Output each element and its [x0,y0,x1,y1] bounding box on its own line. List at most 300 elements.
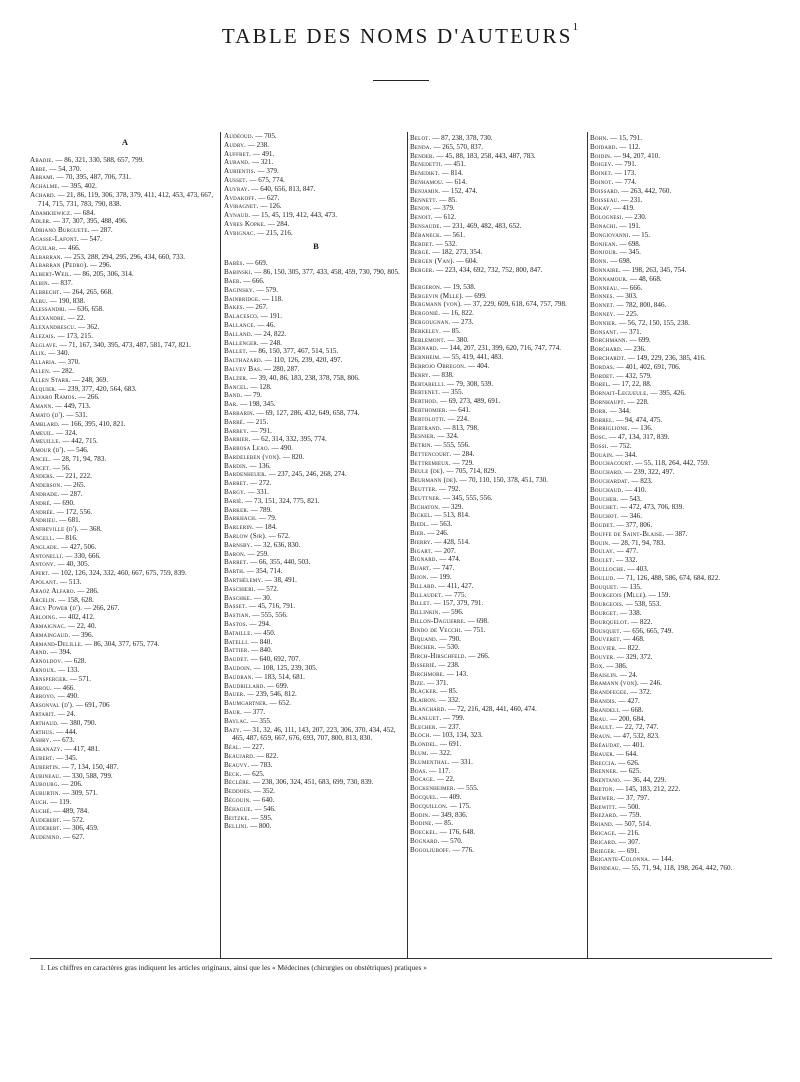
index-entry [30,253,220,262]
index-entry [590,204,772,213]
page-references: — 152, 474. [440,186,478,195]
index-entry [30,666,220,675]
index-entry [590,679,772,688]
page-references: — 136. [629,424,653,433]
page-references: — 669. [244,259,268,268]
index-entry [590,134,772,143]
author-name: Bergougnan. [410,317,451,326]
page-references: — 477. [614,547,639,556]
index-entry [590,556,772,565]
index-entry [30,393,220,402]
page-references: — 56. [51,463,71,472]
page-references: — 546. [65,446,89,455]
page-references: — 112. [617,142,641,151]
author-name: Beurmann (de). [410,476,458,485]
author-name: Benhamou. [410,177,444,186]
page-references: — 66, 355, 440, 503. [248,558,311,567]
author-name: Brandfegee. [590,688,629,697]
author-name: Aybignac. [224,228,256,237]
page-references: — 555, 556. [432,441,470,450]
page-references: — 248. [258,338,282,347]
author-name: Breton. [590,784,615,793]
index-entry [224,673,408,682]
index-entry [224,453,408,462]
index-entry [30,165,220,174]
author-name: Apolant. [30,578,59,587]
index-entry [224,708,408,717]
author-name: Benda. [410,142,432,151]
page-references: — 813, 798. [441,423,479,432]
author-name: Bernheim. [410,353,442,362]
page-references: — 776. [450,845,474,854]
index-entry [224,185,408,194]
index-entry [224,158,408,167]
index-entry [410,283,588,292]
page-references: — 395, 402. [59,182,97,191]
page-references: — 259. [245,549,269,558]
author-name: Alexandrescu. [30,322,77,331]
index-entry [410,828,588,837]
page-references: — 513, 814. [432,511,470,520]
index-entry [590,697,772,706]
page-references: — 401. [621,740,645,749]
page-references: — 370. [56,358,80,367]
page-references: — 822. [629,617,653,626]
index-entry [30,719,220,728]
author-name: Box. [590,661,605,670]
index-entry [590,169,772,178]
index-entry [30,613,220,622]
page-references: — 345. [54,753,78,762]
page-references: — 491. [251,149,275,158]
author-name: Aubertin. [30,762,61,771]
index-entry [410,476,588,485]
author-name: Alix. [30,349,47,358]
page-references: — 22, 40. [66,622,97,631]
author-name: Benoit. [410,213,433,222]
author-name: Barkhach. [224,514,258,523]
author-name: Bargy. [224,488,246,497]
author-name: Aurientis. [224,167,256,176]
author-name: Barnsby. [224,540,253,549]
page-references: — 404. [466,361,490,370]
index-entry [224,365,408,374]
page-references: — 411, 427. [436,581,474,590]
page-references: — 450. [252,628,276,637]
author-name: Aubert. [30,753,55,762]
author-name: Bossi. [590,441,609,450]
page-references: — 199. [428,573,452,582]
index-entry [410,424,588,433]
page-references: — 432, 579. [614,371,652,380]
page-references: — 500. [617,802,641,811]
author-name: Biquand. [410,634,438,643]
page-references: — 223, 434, 692, 732, 752, 800, 847. [434,265,543,274]
page-references: — 118. [260,294,283,303]
index-entry [590,310,772,319]
page-references: — 538, 553. [623,600,662,609]
author-name: Boeckel. [410,828,438,837]
page-references: — 699. [265,681,289,690]
index-entry [590,838,772,847]
index-entry [224,743,408,752]
page-references: — 822. [255,751,279,760]
page-references: — 331. [245,488,269,497]
spacer [410,275,588,283]
page-references: — 46. [255,320,276,329]
page-references: — 15. [630,230,650,239]
index-entry [590,160,772,169]
index-entry [410,380,588,389]
author-name: Bogoljuboff. [410,845,451,854]
page-references: — 149, 229, 236, 385, 416. [626,353,706,362]
author-name: Bourget. [590,609,619,618]
index-entry [410,731,588,740]
author-name: Besnier. [410,432,436,441]
author-name: Arroyo. [30,692,56,701]
author-name: Boissard. [590,186,620,195]
page-references: — 427. [616,697,640,705]
author-name: Bonachi. [590,221,618,230]
author-name: Bichaton. [410,502,441,511]
page-references: — 729. [450,458,474,467]
page-references: — 747. [431,564,455,573]
page-references: — 24. [55,710,76,718]
index-entry [224,805,408,814]
index-entry [30,349,220,358]
author-name: Benedetti. [410,160,443,169]
index-entry [590,855,772,864]
index-entry [224,488,408,497]
index-entry [590,732,772,741]
index-entry [410,213,588,222]
index-entry [410,309,588,318]
page-references: — 466. [52,683,76,692]
page-references: — 840. [249,646,273,655]
index-entry [30,745,220,754]
index-entry [590,407,772,416]
index-entry [590,767,772,776]
page-references: — 184. [253,523,278,532]
index-entry [30,710,220,719]
index-entry [590,803,772,812]
page-references: — 791. [613,160,637,169]
author-name: Bijon. [410,573,429,582]
index-entry [590,653,772,662]
author-name: Berthod. [410,397,439,406]
index-entry [410,626,588,635]
author-name: Bainbridge. [224,294,261,303]
author-name: Babinski. [224,268,253,277]
page-references: — 47, 532, 823. [611,732,660,741]
page-references: — 427, 506. [59,542,97,551]
index-entry [30,499,220,508]
page-references: — 489, 784. [51,806,89,815]
author-name: Beule (de). [410,467,445,476]
author-name: Arthus. [30,727,55,736]
index-entry [224,699,408,708]
index-entry [224,523,408,532]
page-references: — 238. [246,140,270,149]
page-references: — 286. [75,586,99,595]
page-references: — 15, 791. [608,134,643,142]
page-references: — 224. [445,414,469,423]
page-references: — 24, 822. [252,329,287,338]
index-entry [224,286,408,295]
author-name: Audebert. [30,815,62,824]
index-entry [590,776,772,785]
author-name: Bignard. [410,555,438,564]
page-references: — 103, 134, 323. [431,731,483,740]
author-name: Bourgeois. [590,600,624,609]
page-references: — 656, 665, 749. [621,626,674,635]
page-references: — 531. [64,410,88,419]
index-entry [410,204,588,213]
author-name: Amour (d'). [30,446,66,455]
page-references: — 379. [255,167,279,176]
author-name: Brau. [590,714,609,723]
page-references: — 206. [59,780,83,789]
page-references: — 136. [247,461,271,470]
page-references: — 200, 684. [608,714,646,723]
index-entry [30,288,220,297]
page-references: — 117. [427,766,451,775]
index-entry [590,213,772,222]
author-name: Albarran (Pedro). [30,261,89,270]
index-entry [590,750,772,759]
index-entry [30,464,220,473]
author-name: Boulloche. [590,565,626,574]
index-entry [410,617,588,626]
index-entry [590,240,772,249]
page-references: — 691. [438,740,462,749]
index-entry [30,305,220,314]
index-entry [30,297,220,306]
author-name: Balvey Bas. [224,364,263,373]
author-name: Bijart. [410,564,432,573]
author-name: Bisserié. [410,661,437,670]
author-name: Bergen (Van). [410,257,455,266]
index-entry [224,277,408,286]
page-references: — 681. [57,516,81,525]
author-name: Baginsky. [224,285,255,294]
page-references: — 159. [647,591,671,600]
author-name: Bergevin (Mlle). [410,291,464,300]
index-entry [410,819,588,828]
page-references: — 532. [434,239,458,248]
index-entry [590,459,772,468]
page-references: — 409. [438,792,462,801]
index-entry [590,292,772,301]
author-name: Bocquillon. [410,801,448,810]
footnote-rule [30,958,772,959]
page-references: — 231, 469, 482, 483, 652. [441,221,522,230]
author-name: Béclère. [224,778,251,787]
index-entry [590,565,772,574]
column-divider [220,132,221,958]
page-references: — 85. [438,687,458,696]
index-entry [30,261,220,270]
index-entry [30,323,220,332]
index-entry [30,640,220,649]
index-entry [410,767,588,776]
page-references: — 246. [638,679,662,688]
page-references: — 309, 571. [60,789,98,798]
index-entry [30,358,220,367]
page-references: — 345. [617,248,641,257]
author-name: Blacker. [410,687,439,696]
page-references: — 699. [463,291,487,300]
page-references: — 94, 207, 410. [612,151,660,160]
page-references: — 396. [70,630,94,639]
page-references: — 119. [48,797,72,806]
page-references: — 183, 514, 681. [253,672,305,681]
author-name: Blanluet. [410,713,442,722]
page-references: — 672. [266,532,290,541]
index-entry [410,494,588,503]
index-entry [590,354,772,363]
page-references: — 215. [245,417,269,426]
index-entry [410,300,588,309]
page-references: — 143. [444,669,468,678]
page-references: — 266. [466,652,490,661]
index-entry [30,569,220,578]
page-references: — 86, 304, 377, 675, 774. [82,639,160,648]
author-name: Bokay. [590,204,612,213]
index-entry [30,191,220,209]
author-name: Bertrand. [410,423,442,432]
page-references: — 466. [57,243,81,252]
page-references: — 36, 44, 229. [621,776,667,785]
index-entry [590,794,772,803]
index-entry [590,635,772,644]
index-entry [224,479,408,488]
index-entry [410,503,588,512]
page-references: — 684. [72,208,96,217]
index-entry [224,506,408,515]
author-name: Brandis. [590,697,617,705]
page-references: — 332. [614,556,638,565]
author-name: Boulay. [590,547,615,556]
author-name: Bardenheuer. [224,470,267,479]
index-entry [30,173,220,182]
index-entry [224,567,408,576]
page-references: — 507, 514. [613,820,651,829]
index-entry [410,547,588,556]
page-references: — 79. [242,391,262,400]
page-references: — 401, 402, 691, 706. [614,362,681,371]
author-name: Bolognesi. [590,213,624,222]
index-entry [410,608,588,617]
author-name: Alquier. [30,384,57,393]
index-entry [410,538,588,547]
index-entry [590,389,772,398]
author-name: Berrojo Obregon. [410,361,467,370]
author-name: Avdakoff. [224,193,257,202]
page-references: — 636, 658. [66,305,104,314]
index-entry [410,353,588,362]
index-entry [224,796,408,805]
index-entry [410,723,588,732]
index-entry [224,409,408,418]
index-entry [224,220,408,229]
page-references: — 675, 774. [247,175,285,184]
page-references: — 85. [441,326,461,335]
index-entry [30,446,220,455]
page-references: — 198, 345. [238,400,276,409]
index-entry [224,497,408,506]
page-references: — 267. [244,303,268,312]
author-name: Bertolotti. [410,414,446,423]
page-references: — 265, 570, 837. [431,142,484,151]
author-name: Bennett. [410,195,438,204]
author-name: Bodine. [410,819,434,828]
author-name: Baschieri. [224,584,256,593]
index-entry [410,582,588,591]
page-references: — 173, 215. [55,331,93,340]
page-references: — 640, 656, 813, 847. [249,184,316,193]
author-name: Berlemont. [410,335,446,344]
page-references: — 145, 183, 212, 222. [614,784,681,793]
page-references: — 294. [247,620,271,629]
column-divider [407,132,408,958]
title-rule [373,80,429,81]
author-name: Borchard. [590,345,623,354]
index-entry [30,543,220,552]
page-references: — 783. [249,760,273,769]
index-entry [30,692,220,701]
page-references: — 354, 714. [245,567,283,576]
page-references: — 24. [618,670,638,679]
index-entry [590,521,772,530]
author-name: Auburtin. [30,789,61,798]
author-name: Anfreville (d'). [30,525,79,534]
index-entry [30,684,220,693]
author-name: Balthazard. [224,356,263,365]
author-name: Bergé. [410,248,431,257]
index-entry [30,622,220,631]
index-entry [30,772,220,781]
index-entry [224,576,408,585]
index-entry [590,328,772,337]
author-name: Baudoin. [224,664,252,673]
index-entry [590,222,772,231]
author-name: Bréaudat. [590,740,622,749]
author-name: Biedl. [410,520,430,529]
author-name: Angell. [30,534,55,543]
index-entry [224,462,408,471]
author-name: Bastian. [224,611,251,620]
page-references: — 775. [443,590,467,599]
page-references: — 344. [614,450,638,459]
index-entry [224,295,408,304]
page-references: — 705. [253,132,277,140]
author-name: Brewer. [590,793,616,802]
index-entry [590,468,772,477]
author-name: Berry. [410,370,431,379]
page-references: — 386. [604,661,628,670]
author-name: Boulet. [590,556,615,565]
page-references: — 239, 322, 497. [623,468,675,477]
page-references: — 344. [607,406,631,415]
page-references: — 394. [48,648,72,657]
index-entry [410,793,588,802]
index-entry [590,372,772,381]
index-entry [410,248,588,257]
page-references: — 144, 207, 231, 399, 620, 716, 747, 774. [438,344,562,353]
page-references: — 838. [430,370,454,379]
author-name: Bensaude. [410,221,442,230]
